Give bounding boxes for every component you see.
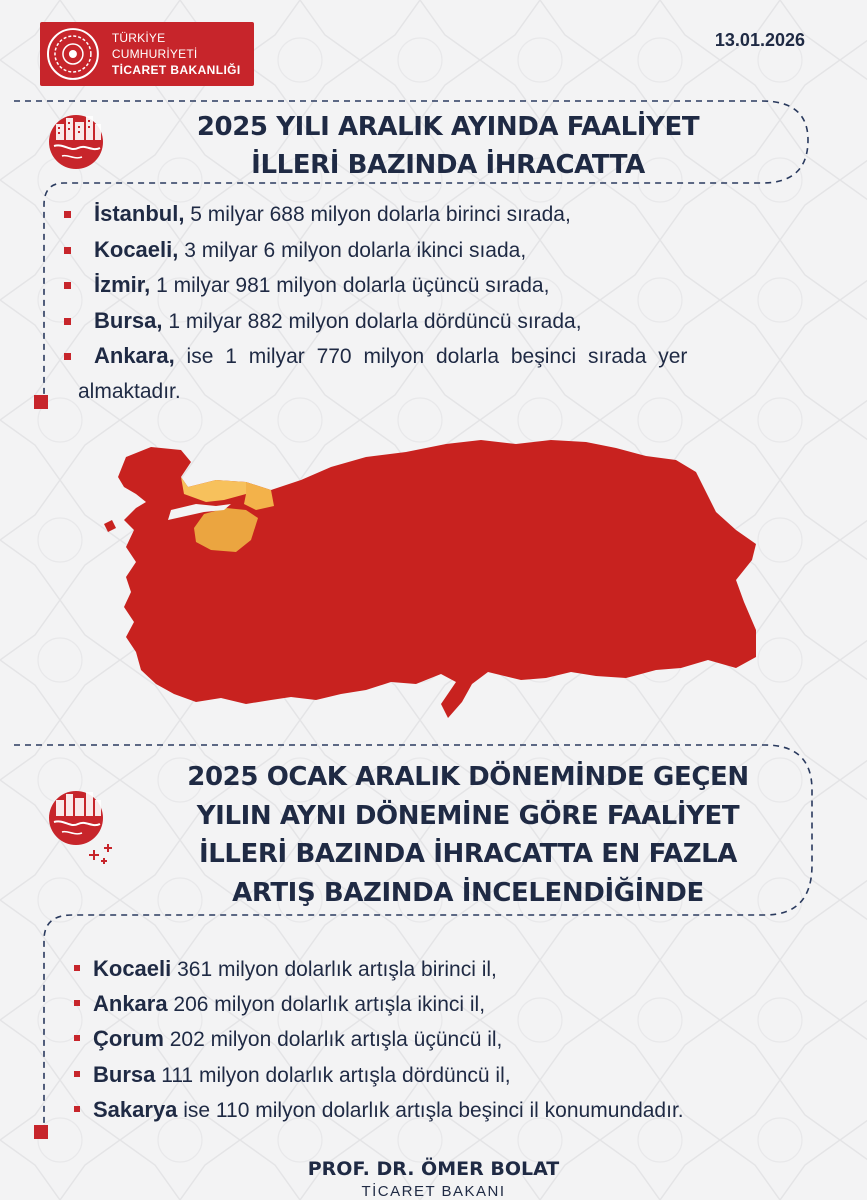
bullet-marker xyxy=(64,353,71,360)
signatory-name: PROF. DR. ÖMER BOLAT xyxy=(307,1158,560,1180)
province-detail: 1 milyar 981 milyon dolarla üçüncü sırada, xyxy=(150,274,550,297)
bullet-marker xyxy=(74,1071,80,1077)
province-name: İzmir, xyxy=(94,272,151,297)
ministry-logo xyxy=(40,22,254,86)
bullet-marker xyxy=(74,1035,80,1041)
map-highlight-kocaeli xyxy=(244,482,274,510)
province-detail: 3 milyar 6 milyon dolarla ikinci sıada, xyxy=(178,238,527,262)
list-item xyxy=(74,1058,854,1093)
bullet-marker xyxy=(74,965,80,971)
province-name: Kocaeli xyxy=(93,956,172,981)
list-item xyxy=(64,233,832,269)
section1-title xyxy=(150,108,746,184)
province-detail: 361 milyon dolarlık artışla birinci il, xyxy=(171,958,497,981)
province-detail: ise 1 milyar 770 milyon dolarla beşinci sırada yer xyxy=(174,345,688,368)
province-detail: 5 milyar 688 milyon dolarla birinci sırada, xyxy=(184,203,571,226)
turkey-map-icon xyxy=(96,432,760,722)
city-map-plus-icon xyxy=(44,788,122,868)
province-name: Ankara xyxy=(93,991,168,1017)
section2-title-line: ARTIŞ BAZINDA İNCELENDİĞİNDE xyxy=(232,877,704,908)
bullet-marker xyxy=(74,1106,80,1112)
province-detail-continuation: almaktadır. xyxy=(78,379,181,403)
list-item xyxy=(74,1093,854,1128)
list-item xyxy=(74,952,854,987)
city-map-icon xyxy=(44,110,110,170)
ministry-emblem-icon xyxy=(44,25,102,83)
province-name: Kocaeli, xyxy=(94,236,179,262)
section1-title-line1: 2025 YILI ARALIK AYINDA FAALİYET xyxy=(196,112,700,142)
province-detail: ise 110 milyon dolarlık artışla beşinci il konumundadır. xyxy=(177,1098,684,1122)
section2-list xyxy=(74,952,854,1128)
province-name: Sakarya xyxy=(93,1096,178,1122)
province-detail: 1 milyar 882 milyon dolarla dördüncü sırada, xyxy=(162,309,582,333)
bullet-marker xyxy=(64,282,71,289)
bullet-marker xyxy=(64,211,71,218)
province-name: İstanbul, xyxy=(94,201,185,226)
province-detail: 206 milyon dolarlık artışla ikinci il, xyxy=(167,993,486,1017)
province-detail: 111 milyon dolarlık artışla dördüncü il, xyxy=(155,1063,511,1087)
bullet-marker xyxy=(74,1000,80,1006)
list-item xyxy=(74,987,854,1022)
logo-line-1: TÜRKİYE CUMHURİYETİ xyxy=(111,31,198,61)
province-name: Ankara, xyxy=(94,343,175,368)
section1-title-line2: İLLERİ BAZINDA İHRACATTA xyxy=(251,150,645,180)
list-item xyxy=(64,304,832,340)
section1-list xyxy=(64,197,832,409)
logo-line-2: TİCARET BAKANLIĞI xyxy=(111,63,241,77)
list-item xyxy=(64,197,832,233)
map-island xyxy=(104,520,116,532)
section2-title-line: YILIN AYNI DÖNEMİNE GÖRE FAALİYET xyxy=(196,800,740,831)
signatory-title: TİCARET BAKANI xyxy=(361,1183,506,1200)
province-name: Bursa, xyxy=(94,307,163,333)
province-name: Bursa xyxy=(93,1061,156,1087)
section2-title xyxy=(118,758,818,912)
frame-end-marker-2 xyxy=(34,1125,48,1139)
list-item xyxy=(64,268,832,304)
bullet-marker xyxy=(64,318,71,325)
province-name: Çorum xyxy=(93,1026,164,1052)
section2-title-line: 2025 OCAK ARALIK DÖNEMİNDE GEÇEN xyxy=(187,762,749,792)
list-item xyxy=(74,1022,854,1057)
section2-title-line: İLLERİ BAZINDA İHRACATTA EN FAZLA xyxy=(198,839,738,869)
province-detail: 202 milyon dolarlık artışla üçüncü il, xyxy=(163,1028,503,1052)
list-item xyxy=(64,339,832,409)
date-label: 13.01.2026 xyxy=(714,30,805,50)
frame-end-marker-1 xyxy=(34,395,48,409)
bullet-marker xyxy=(64,247,71,254)
